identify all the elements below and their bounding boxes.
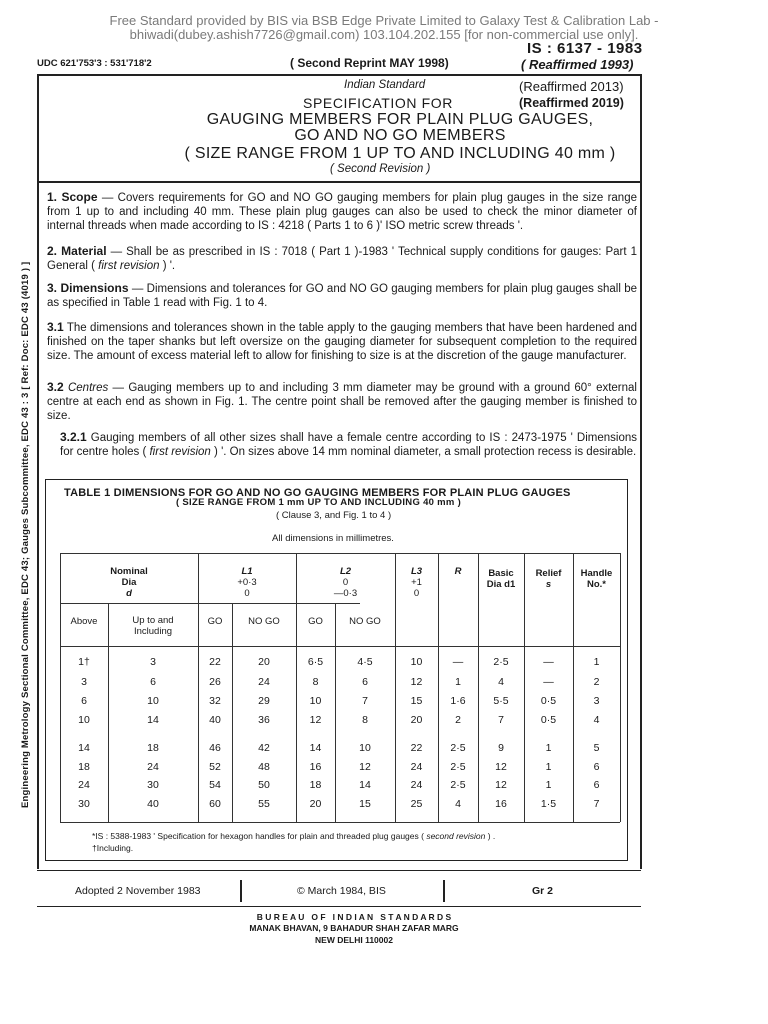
table-cell: 7	[593, 798, 600, 810]
footer-top-rule	[37, 870, 641, 871]
footer-divider	[240, 880, 242, 902]
header-l2-tol-minus: —0·3	[333, 588, 358, 599]
section-3-1	[47, 320, 637, 363]
table-cell: 2	[593, 676, 600, 688]
table-cell: 1	[455, 676, 461, 688]
header-relief-label: Relief	[535, 568, 562, 579]
footer-bottom-rule	[37, 906, 641, 907]
header-nominal-label: Nominal	[110, 566, 148, 577]
header-dia-label: Dia	[121, 577, 137, 588]
reaffirmed-2013: (Reaffirmed 2013)	[519, 79, 624, 94]
scope-heading: 1. Scope	[47, 190, 98, 204]
header-rule	[37, 74, 641, 76]
table-cell: 3	[150, 656, 156, 668]
table-cell: 24	[410, 779, 423, 791]
table-cell: 3	[81, 676, 87, 688]
table-cell: 26	[209, 676, 221, 688]
footer-divider	[443, 880, 445, 902]
table-cell: 15	[410, 695, 423, 707]
header-l1-tol-plus: +0·3	[237, 577, 257, 588]
table-cell: 24	[410, 761, 423, 773]
header-l1-tol-zero: 0	[244, 588, 250, 599]
table-cell: 24	[147, 761, 159, 773]
indian-standard-label: Indian Standard	[344, 79, 426, 91]
material-text-b: ) '.	[159, 260, 176, 272]
table-cell: 1·5	[540, 798, 557, 810]
revision-label: ( Second Revision )	[330, 163, 431, 175]
header-l1-label: L1	[241, 566, 253, 577]
section-3-2	[47, 380, 637, 423]
bis-name: B U R E A U O F I N D I A N S T A N D A R D S	[256, 912, 452, 922]
table-cell: 4·5	[357, 656, 373, 668]
table-cell: 2·5	[450, 742, 466, 754]
header-handle-no: No.*	[587, 579, 606, 590]
table-cell: 6	[81, 695, 87, 707]
table-cell: 40	[147, 798, 159, 810]
table-cell: 12	[495, 761, 507, 773]
table-footnote-1	[92, 831, 495, 841]
dimensions-text: — Dimensions and tolerances for GO and NO GO gauging members for plain plug gauges shall be as specified in Table 1 read with Fig. 1 to 4.	[47, 283, 638, 309]
table-cell: 30	[78, 798, 90, 810]
table-cell: 52	[209, 761, 221, 773]
subheader-l1-nogo: NO GO	[248, 616, 280, 627]
reaffirmed-1993: ( Reaffirmed 1993)	[521, 57, 634, 72]
table-cell: 6	[150, 676, 156, 688]
table-cell: —	[543, 676, 554, 688]
table-subheader-rule	[60, 603, 360, 604]
table-cell: 9	[498, 742, 504, 754]
table-cell: 30	[147, 779, 159, 791]
table-cell: 10	[410, 656, 423, 668]
s31-number: 3.1	[47, 320, 64, 334]
specification-for: SPECIFICATION FOR	[303, 95, 453, 111]
table-cell: 29	[258, 695, 270, 707]
table-cell: 24	[258, 676, 270, 688]
col-header-relief	[524, 568, 573, 590]
section-3-2-1	[60, 430, 637, 459]
subheader-l2-nogo: NO GO	[349, 616, 381, 627]
col-header-nominal	[60, 566, 198, 599]
material-text-a: — Shall be as prescribed in IS : 7018 ( Part 1 )-1983 ' Technical supply conditions for gauges: Part 1 General (	[47, 246, 637, 272]
bis-address-1: MANAK BHAVAN, 9 BAHADUR SHAH ZAFAR MARG	[249, 923, 459, 933]
table-cell: 46	[209, 742, 221, 754]
grade: Gr 2	[532, 885, 554, 897]
subheader-upto	[108, 615, 198, 637]
table-cell: 5·5	[493, 695, 509, 707]
section-material	[47, 244, 637, 273]
watermark-line-1: Free Standard provided by BIS via BSB Edge Private Limited to Galaxy Test & Calibration Lab -	[109, 13, 659, 28]
watermark-line-2: bhiwadi(dubey.ashish7726@gmail.com) 103.104.202.155 [for non-commercial use only].	[129, 27, 639, 42]
table-cell: 8	[362, 714, 368, 726]
table-cell: 1	[593, 656, 600, 668]
table-cell: 1·6	[450, 695, 466, 707]
col-header-handle	[573, 568, 620, 590]
s321-italic: first revision	[149, 446, 211, 458]
col-header-l3	[395, 566, 438, 599]
table-cell: 54	[209, 779, 221, 791]
table-cell: 4	[498, 676, 504, 688]
table-cell: 10	[309, 695, 322, 707]
table-cell: 60	[209, 798, 221, 810]
right-border	[640, 74, 642, 869]
col-header-basic	[478, 568, 524, 590]
table-cell: —	[452, 656, 464, 668]
s32-label: Centres	[67, 382, 109, 394]
table-cell: 48	[258, 761, 270, 773]
table-cell: 2·5	[450, 761, 466, 773]
table-cell: 12	[309, 714, 322, 726]
document-title-line-1: GAUGING MEMBERS FOR PLAIN PLUG GAUGES,	[206, 111, 594, 128]
title-rule	[37, 181, 641, 183]
table-header-top-rule	[60, 553, 620, 554]
table-cell: 2	[455, 714, 461, 726]
table-cell: 32	[209, 695, 221, 707]
subheader-upto-line2: Including	[133, 626, 173, 637]
table-clause: ( Clause 3, and Fig. 1 to 4 )	[276, 510, 392, 521]
table-cell: 18	[78, 761, 90, 773]
table-header-bottom-rule	[60, 646, 620, 647]
subheader-above: Above	[70, 616, 98, 627]
table-cell: 12	[495, 779, 507, 791]
table-cell: 1†	[78, 656, 90, 668]
copyright: © March 1984, BIS	[297, 885, 386, 897]
table-cell: 16	[495, 798, 507, 810]
table-cell: 36	[258, 714, 270, 726]
header-d-label: d	[126, 588, 132, 599]
table-title: TABLE 1 DIMENSIONS FOR GO AND NO GO GAUGING MEMBERS FOR PLAIN PLUG GAUGES	[64, 487, 571, 499]
table-cell: 22	[209, 656, 221, 668]
table-cell: 10	[359, 742, 371, 754]
table-cell: 42	[258, 742, 270, 754]
s321-number: 3.2.1	[60, 430, 87, 444]
table-cell: 50	[258, 779, 270, 791]
table-cell: 14	[147, 714, 159, 726]
table-cell: 7	[498, 714, 504, 726]
section-dimensions	[47, 281, 637, 310]
table-cell: 1	[545, 779, 552, 791]
table-cell: 6	[593, 779, 600, 791]
section-scope	[47, 190, 637, 233]
table-cell: 4	[593, 714, 600, 726]
material-italic: first revision	[98, 260, 160, 272]
footnote-1-text-a: *IS : 5388-1983 ' Specification for hexagon handles for plain and threaded plug gauges (	[92, 831, 427, 841]
committee-side-text: Engineering Metrology Sectional Committee, EDC 43; Gauges Subcommittee, EDC 43 : 3 [ Ref: Doc: EDC 43 (4019 ) ]	[20, 261, 31, 808]
header-l2-label: L2	[339, 566, 352, 577]
s31-text: The dimensions and tolerances shown in the table apply to the gauging members that have been hardened and finished on the taper shanks but left oversize on the gauging diameter for subsequent completion to the required size. The amount of excess material left to allow for finishing to size is at the discretion of the gauge manufacturer.	[47, 322, 637, 362]
table-cell: 14	[359, 779, 371, 791]
subheader-l1-go: GO	[207, 616, 223, 627]
document-title-line-3: ( SIZE RANGE FROM 1 UP TO AND INCLUDING 40 mm )	[184, 145, 616, 162]
table-col-rule	[620, 553, 621, 822]
table-cell: 20	[410, 714, 423, 726]
table-cell: 0·5	[540, 714, 557, 726]
udc-code: UDC 621'753'3 : 531'718'2	[37, 58, 152, 69]
s32-text: — Gauging members up to and including 3 mm diameter may be ground with a ground 60° external centre at each end as shown in Fig. 1. The centre point shall be removed after the gauging member is finished to size.	[47, 382, 637, 422]
table-cell: 6	[593, 761, 600, 773]
table-cell: 2·5	[493, 656, 509, 668]
adopted-date: Adopted 2 November 1983	[75, 885, 201, 897]
table-cell: 12	[410, 676, 423, 688]
left-border	[37, 74, 39, 869]
header-handle-label: Handle	[580, 568, 613, 579]
table-cell: 18	[309, 779, 322, 791]
table-dims-note: All dimensions in millimetres.	[272, 533, 394, 544]
table-cell: 14	[309, 742, 322, 754]
table-cell: 12	[359, 761, 371, 773]
col-header-l1	[198, 566, 296, 599]
header-l2-tol-zero: 0	[342, 577, 349, 588]
s32-number: 3.2	[47, 380, 64, 394]
table-cell: 0·5	[540, 695, 557, 707]
document-title-line-2: GO AND NO GO MEMBERS	[294, 127, 506, 144]
table-cell: 2·5	[450, 779, 466, 791]
table-cell: 55	[258, 798, 270, 810]
table-cell: 6	[362, 676, 368, 688]
col-header-r: R	[454, 566, 462, 577]
dimensions-heading: 3. Dimensions	[47, 281, 129, 295]
header-basic-dia: Dia d1	[486, 579, 516, 590]
s321-text-a: Gauging members of all other sizes shall have a female centre according to IS : 2473-1975 ' Dimensions for centre holes (	[60, 432, 637, 458]
reprint-note: ( Second Reprint MAY 1998)	[290, 56, 449, 70]
table-subtitle: ( SIZE RANGE FROM 1 mm UP TO AND INCLUDING 40 mm )	[176, 497, 462, 508]
header-l3-tol-plus: +1	[411, 577, 422, 588]
table-cell: 20	[258, 656, 270, 668]
table-cell: 14	[78, 742, 90, 754]
table-cell: 25	[410, 798, 423, 810]
table-cell: 5	[593, 742, 600, 754]
table-cell: 16	[309, 761, 322, 773]
table-cell: 10	[78, 714, 90, 726]
table-cell: 24	[78, 779, 90, 791]
table-cell: 40	[209, 714, 221, 726]
header-relief-s: s	[545, 579, 552, 590]
table-cell: 20	[309, 798, 322, 810]
table-cell: 7	[362, 695, 368, 707]
s321-text-b: ) '. On sizes above 14 mm nominal diameter, a small protection recess is desirable.	[210, 446, 637, 458]
table-cell: —	[543, 656, 554, 668]
subheader-upto-line1: Up to and	[132, 615, 174, 626]
header-l3-tol-zero: 0	[413, 588, 420, 599]
header-basic-label: Basic	[488, 568, 514, 579]
table-cell: 1	[545, 742, 552, 754]
table-cell: 4	[455, 798, 461, 810]
subheader-l2-go: GO	[308, 616, 323, 627]
col-header-l2	[296, 566, 395, 599]
footnote-1-text-b: ) .	[485, 831, 496, 841]
header-l3-label: L3	[410, 566, 423, 577]
bis-address-2: NEW DELHI 110002	[315, 935, 393, 945]
table-cell: 10	[147, 695, 159, 707]
table-cell: 6·5	[307, 656, 324, 668]
table-cell: 15	[359, 798, 371, 810]
is-number: IS : 6137 - 1983	[527, 40, 643, 57]
material-heading: 2. Material	[47, 244, 107, 258]
reaffirmed-2019: (Reaffirmed 2019)	[519, 96, 624, 110]
scope-text: — Covers requirements for GO and NO GO gauging members for plain plug gauges in the size range from 1 up to and including 40 mm. These plain plug gauges can also be used to check the minor diameter of internal threads when made according to IS : 4218 ( Parts 1 to 6 )' ISO metric screw threads '.	[47, 192, 637, 232]
table-cell: 1	[545, 761, 552, 773]
table-cell: 8	[312, 676, 319, 688]
footnote-1-italic: second revision	[426, 831, 486, 841]
table-cell: 22	[410, 742, 423, 754]
table-body-bottom-rule	[60, 822, 620, 823]
table-footnote-2: †Including.	[92, 843, 134, 853]
table-cell: 18	[147, 742, 159, 754]
table-cell: 3	[593, 695, 600, 707]
